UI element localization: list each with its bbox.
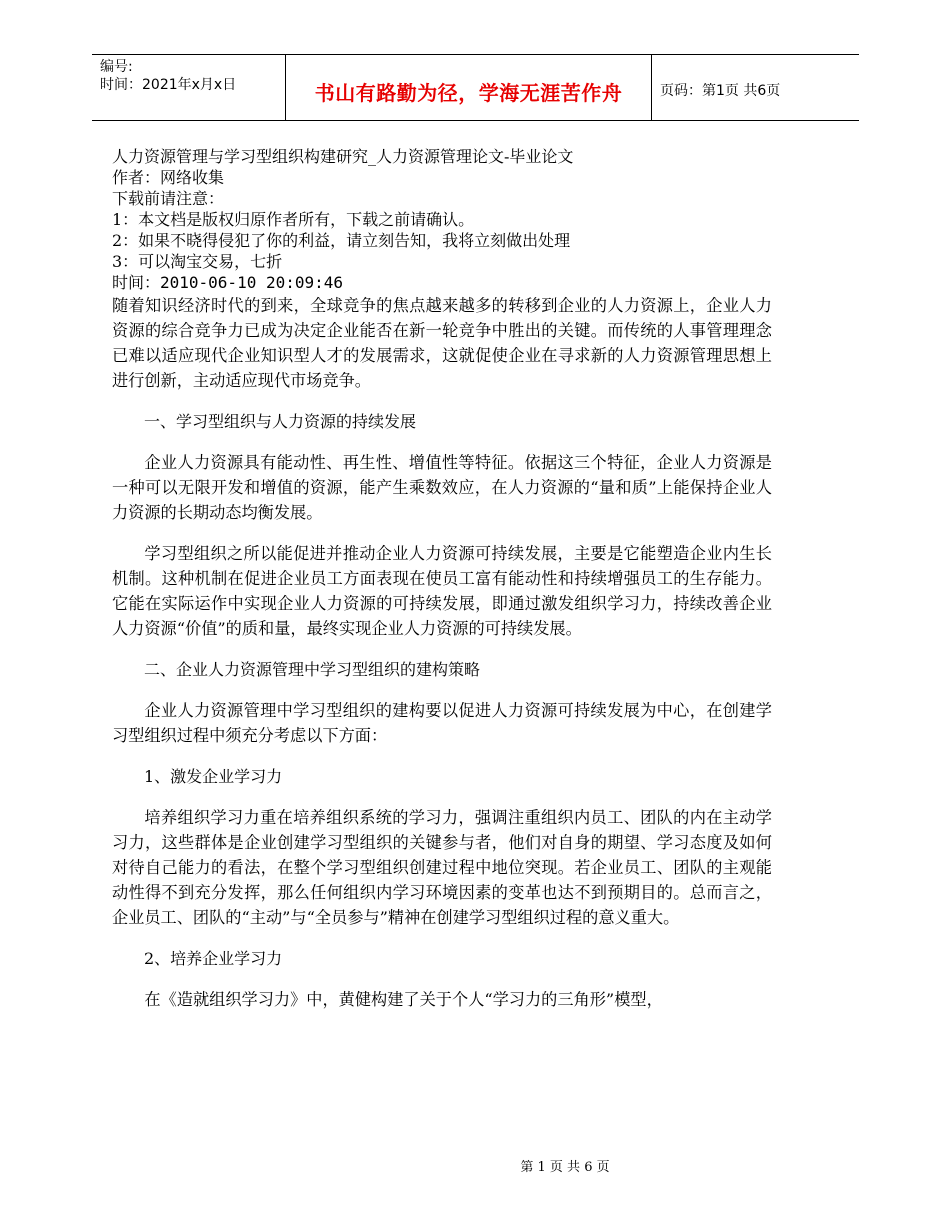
header-motto: 书山有路勤为径，学海无涯苦作舟	[314, 81, 623, 105]
document-body	[112, 146, 772, 1012]
document-title: 人力资源管理与学习型组织构建研究_人力资源管理论文-毕业论文	[112, 147, 574, 166]
section-heading: 二、企业人力资源管理中学习型组织的建构策略	[144, 660, 481, 679]
section-heading: 一、学习型组织与人力资源的持续发展	[144, 412, 417, 431]
notice-item: 3：可以淘宝交易，七折	[112, 252, 283, 271]
body-paragraph: 企业人力资源管理中学习型组织的建构要以促进人力资源可持续发展为中心，在创建学习型组织过程中须充分考虑以下方面：	[112, 701, 772, 745]
header-page-info: 页码：第1页 共6页	[660, 83, 781, 99]
intro-paragraph: 随着知识经济时代的到来，全球竞争的焦点越来越多的转移到企业的人力资源上，企业人力资源的综合竞争力已成为决定企业能否在新一轮竞争中胜出的关键。而传统的人事管理理念已难以适应现代企业知识型人才的发展需求，这就促使企业在寻求新的人力资源管理思想上进行创新，主动适应现代市场竞争。	[112, 296, 772, 390]
subsection-heading: 1、激发企业学习力	[144, 767, 283, 786]
header-time: 时间：2021年x月x日	[100, 77, 237, 93]
notice-item: 2：如果不晓得侵犯了你的利益，请立刻告知，我将立刻做出处理	[112, 231, 571, 250]
header-divider	[651, 55, 652, 121]
document-author: 作者：网络收集	[112, 168, 225, 187]
header-meta	[100, 58, 236, 94]
subsection-heading: 2、培养企业学习力	[144, 949, 283, 968]
document-time: 时间：2010-06-10 20:09:46	[112, 273, 344, 292]
header-number-label: 编号:	[100, 59, 133, 75]
page-footer: 第 1 页 共 6 页	[520, 1160, 610, 1175]
body-paragraph: 在《造就组织学习力》中，黄健构建了关于个人“学习力的三角形”模型，	[144, 990, 663, 1009]
document-header	[92, 54, 859, 121]
body-paragraph: 培养组织学习力重在培养组织系统的学习力，强调注重组织内员工、团队的内在主动学习力，这些群体是企业创建学习型组织的关键参与者，他们对自身的期望、学习态度及如何对待自己能力的看法，在整个学习型组织创建过程中地位突现。若企业员工、团队的主观能动性得不到充分发挥，那么任何组织内学习环境因素的变革也达不到预期目的。总而言之，企业员工、团队的“主动”与“全员参与”精神在创建学习型组织过程的意义重大。	[112, 808, 772, 927]
notice-title: 下载前请注意：	[112, 189, 225, 208]
body-paragraph: 企业人力资源具有能动性、再生性、增值性等特征。依据这三个特征，企业人力资源是一种可以无限开发和增值的资源，能产生乘数效应，在人力资源的“量和质”上能保持企业人力资源的长期动态均衡发展。	[112, 453, 772, 522]
body-paragraph: 学习型组织之所以能促进并推动企业人力资源可持续发展，主要是它能塑造企业内生长机制。这种机制在促进企业员工方面表现在使员工富有能动性和持续增强员工的生存能力。它能在实际运作中实现企业人力资源的可持续发展，即通过激发组织学习力，持续改善企业人力资源“价值”的质和量，最终实现企业人力资源的可持续发展。	[112, 544, 772, 638]
notice-item: 1：本文档是版权归原作者所有，下载之前请确认。	[112, 210, 475, 229]
